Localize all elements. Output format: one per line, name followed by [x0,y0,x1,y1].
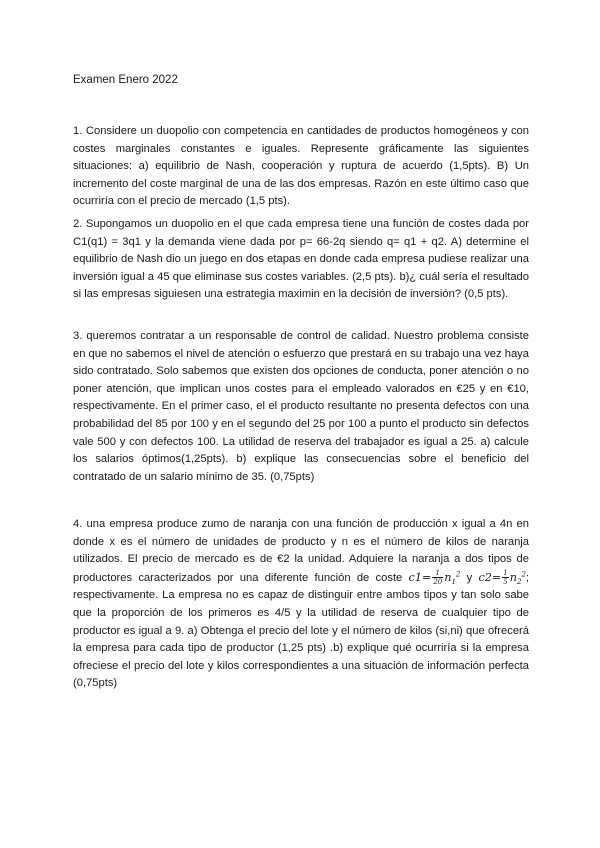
fraction-2-numerator: 1 [503,569,508,578]
subscript-2: 2 [516,578,522,587]
question-1: 1. Considere un duopolio con competencia en cantidades de productos homogéneos y con costes marginales constantes e iguales. Represente gráficamente las siguientes situaciones: a) equilibrio de Nash, cooperación y ruptura de acuerdo (1,5pts). B) Un incremento del coste marginal de una de las dos empresas. Razón en este último caso que ocurriría con el precio de mercado (1,5 pts). [73,125,529,208]
fraction-1-denominator: 20 [433,578,443,587]
conjunction-y: y [466,571,473,584]
question-4-text-before: 4. una empresa produce zumo de naranja con una función de producción x igual a 4n en donde x es el número de unidades de producto y n es el número de kilos de naranja utilizados. El precio de mercado es de €2 la unidad. Adquiere la naranja a dos tipos de productores caracterizados por una diferente función de coste [73,518,529,584]
fraction-1-20 [432,569,443,586]
fraction-1-5 [502,569,508,586]
question-4 [73,516,529,693]
variable-n2: n [509,570,517,584]
c2-label: c2 [478,570,492,584]
question-3: 3. queremos contratar a un responsable de control de calidad. Nuestro problema consiste en que no sabemos el nivel de atención o esfuerzo que prestará en su trabajo una vez haya sido contratado. Solo sabemos que existen dos opciones de conducta, poner atención o no poner atención, que implican unos costes para el empleado valorados en €25 y en €10, respectivamente. En el primer caso, el el producto resultante no presenta defectos con una probabilidad del 85 por 100 y en el segundo del 25 por 100 a punto el producto sin defectos vale 500 y con defectos 100. La utilidad de reserva del trabajador es igual a 25. a) calcule los salarios óptimos(1,25pts). b) explique las consecuencias sobre el beneficio del contratado de un salario mínimo de 35. (0,75pts) [73,330,529,483]
page-title: Examen Enero 2022 [73,74,178,86]
exponent-2: 2 [521,570,526,579]
cost-function-1 [408,569,461,587]
question-2: 2. Supongamos un duopolio en el que cada empresa tiene una función de costes dada por C1(q1) = 3q1 y la demanda viene dada por p= 66-2q siendo q= q1 + q2. A) determine el equilibrio de Nash dio un juego en dos etapas en donde cada empresa pudiese realizar una inversión igual a 45 que eliminase sus costes variables. (2,5 pts). b)¿ cuál sería el resultado si las empresas siguiesen una estrategia maximin en la decisión de inversión? (0,5 pts). [73,218,529,301]
fraction-1-numerator: 1 [432,569,443,578]
c1-label: c1 [408,570,422,584]
exponent-1: 2 [455,570,461,579]
equals-sign-1: = [421,570,432,584]
equals-sign-2: = [491,570,502,584]
semicolon: ; [525,571,530,584]
cost-function-2 [478,569,526,587]
subscript-1: 1 [451,578,456,587]
variable-n1: n [444,570,452,584]
fraction-2-denominator: 5 [503,578,508,587]
question-4-text-after: respectivamente. La empresa no es capaz de distinguir entre ambos tipos y tan solo sabe que la proporción de los primeros es 4/5 y la utilidad de reserva de cualquier tipo de productor es igual a 9. a) Obtenga el precio del lote y el número de kilos (si,ni) que ofrecerá la empresa para cada tipo de productor (1,25 pts) .b) explique qué ocurriría si la empresa ofreciese el precio del lote y kilos correspondientes a una situación de información perfecta (0,75pts) [73,589,529,690]
